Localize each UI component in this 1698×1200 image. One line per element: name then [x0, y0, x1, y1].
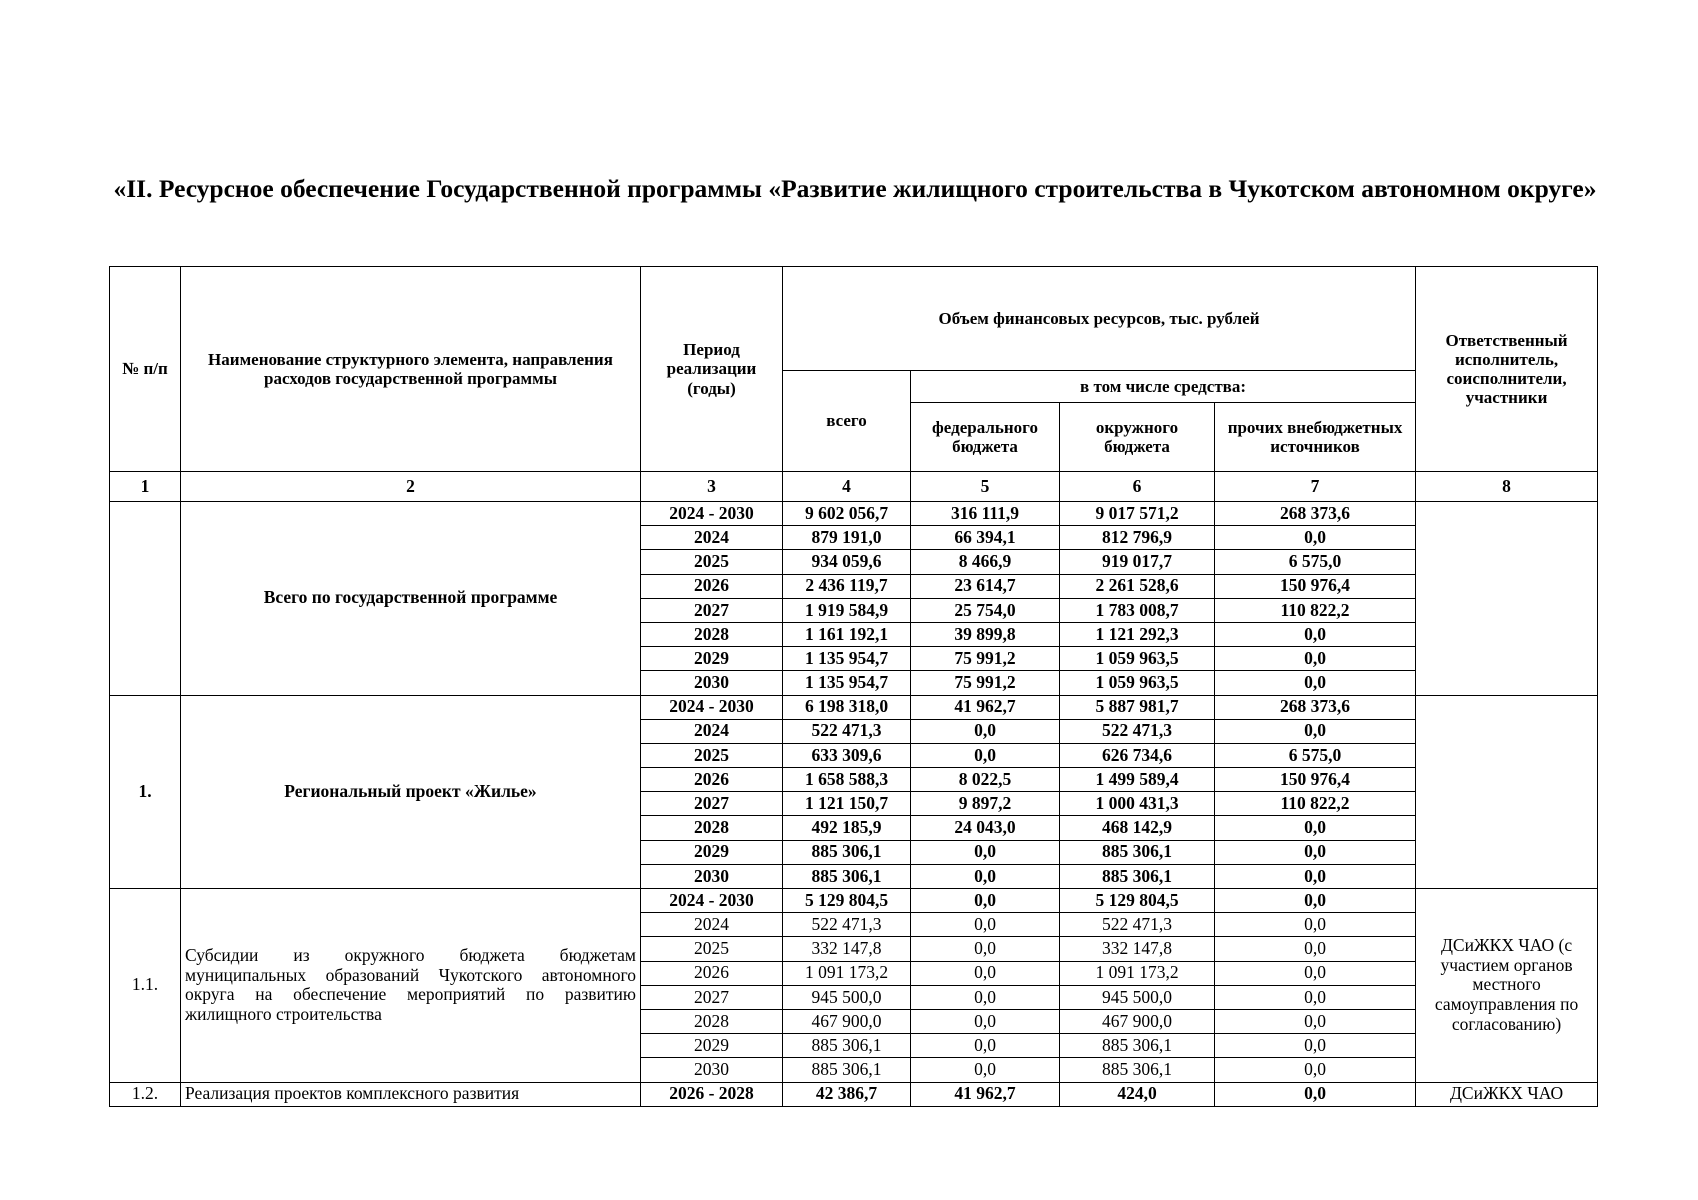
period-cell: 2024: [641, 719, 783, 743]
header-including: в том числе средства:: [911, 371, 1416, 403]
federal-cell: 0,0: [911, 743, 1060, 767]
header-volume: Объем финансовых ресурсов, тыс. рублей: [783, 267, 1416, 371]
total-cell: 9 602 056,7: [783, 502, 911, 526]
other-cell: 0,0: [1215, 1034, 1416, 1058]
federal-cell: 0,0: [911, 719, 1060, 743]
district-cell: 945 500,0: [1060, 985, 1215, 1009]
period-cell: 2024 - 2030: [641, 502, 783, 526]
period-cell: 2024: [641, 913, 783, 937]
other-cell: 110 822,2: [1215, 598, 1416, 622]
period-cell: 2028: [641, 622, 783, 646]
federal-cell: 66 394,1: [911, 526, 1060, 550]
period-cell: 2028: [641, 816, 783, 840]
district-cell: 885 306,1: [1060, 1058, 1215, 1082]
resource-table-body: [110, 502, 1598, 1107]
federal-cell: 0,0: [911, 1009, 1060, 1033]
total-cell: 1 135 954,7: [783, 671, 911, 695]
district-cell: 812 796,9: [1060, 526, 1215, 550]
district-cell: 332 147,8: [1060, 937, 1215, 961]
federal-cell: 9 897,2: [911, 792, 1060, 816]
other-cell: 110 822,2: [1215, 792, 1416, 816]
other-cell: 0,0: [1215, 816, 1416, 840]
federal-cell: 25 754,0: [911, 598, 1060, 622]
table-row: [110, 695, 1598, 719]
period-cell: 2024 - 2030: [641, 695, 783, 719]
total-cell: 1 161 192,1: [783, 622, 911, 646]
other-cell: 0,0: [1215, 647, 1416, 671]
period-cell: 2026: [641, 768, 783, 792]
total-cell: 1 121 150,7: [783, 792, 911, 816]
federal-cell: 23 614,7: [911, 574, 1060, 598]
row-name: Реализация проектов комплексного развития: [181, 1082, 641, 1106]
other-cell: 0,0: [1215, 961, 1416, 985]
other-cell: 0,0: [1215, 1082, 1416, 1106]
district-cell: 1 783 008,7: [1060, 598, 1215, 622]
federal-cell: 0,0: [911, 864, 1060, 888]
total-cell: 1 919 584,9: [783, 598, 911, 622]
federal-cell: 316 111,9: [911, 502, 1060, 526]
total-cell: 879 191,0: [783, 526, 911, 550]
other-cell: 0,0: [1215, 719, 1416, 743]
total-cell: 885 306,1: [783, 840, 911, 864]
period-cell: 2024 - 2030: [641, 889, 783, 913]
executor-cell: [1416, 502, 1598, 696]
table-row: [110, 502, 1598, 526]
federal-cell: 75 991,2: [911, 647, 1060, 671]
table-row: [110, 889, 1598, 913]
total-cell: 633 309,6: [783, 743, 911, 767]
period-cell: 2030: [641, 671, 783, 695]
other-cell: 0,0: [1215, 671, 1416, 695]
period-cell: 2030: [641, 1058, 783, 1082]
district-cell: 885 306,1: [1060, 840, 1215, 864]
federal-cell: 8 466,9: [911, 550, 1060, 574]
other-cell: 0,0: [1215, 985, 1416, 1009]
total-cell: 885 306,1: [783, 1058, 911, 1082]
column-number-row: [110, 472, 1598, 502]
other-cell: 0,0: [1215, 889, 1416, 913]
federal-cell: 39 899,8: [911, 622, 1060, 646]
total-cell: 332 147,8: [783, 937, 911, 961]
period-cell: 2025: [641, 743, 783, 767]
other-cell: 150 976,4: [1215, 574, 1416, 598]
district-cell: 919 017,7: [1060, 550, 1215, 574]
period-cell: 2029: [641, 840, 783, 864]
federal-cell: 0,0: [911, 1058, 1060, 1082]
district-cell: 2 261 528,6: [1060, 574, 1215, 598]
district-cell: 1 121 292,3: [1060, 622, 1215, 646]
header-period: Период реализации (годы): [641, 267, 783, 472]
district-cell: 1 499 589,4: [1060, 768, 1215, 792]
district-cell: 1 059 963,5: [1060, 647, 1215, 671]
federal-cell: 24 043,0: [911, 816, 1060, 840]
federal-cell: 0,0: [911, 937, 1060, 961]
column-number: 5: [911, 472, 1060, 502]
other-cell: 150 976,4: [1215, 768, 1416, 792]
period-cell: 2027: [641, 598, 783, 622]
period-cell: 2025: [641, 550, 783, 574]
district-cell: 522 471,3: [1060, 719, 1215, 743]
period-cell: 2025: [641, 937, 783, 961]
total-cell: 5 129 804,5: [783, 889, 911, 913]
row-name: Субсидии из окружного бюджета бюджетам муниципальных образований Чукотского автономного округа на обеспечение мероприятий по развитию жилищного строительства: [181, 889, 641, 1083]
period-cell: 2030: [641, 864, 783, 888]
federal-cell: 0,0: [911, 985, 1060, 1009]
district-cell: 626 734,6: [1060, 743, 1215, 767]
federal-cell: 0,0: [911, 1034, 1060, 1058]
other-cell: 0,0: [1215, 1009, 1416, 1033]
column-number: 4: [783, 472, 911, 502]
federal-cell: 0,0: [911, 840, 1060, 864]
other-cell: 268 373,6: [1215, 695, 1416, 719]
period-cell: 2028: [641, 1009, 783, 1033]
header-name: Наименование структурного элемента, направления расходов государственной программы: [181, 267, 641, 472]
federal-cell: 8 022,5: [911, 768, 1060, 792]
district-cell: 885 306,1: [1060, 864, 1215, 888]
other-cell: 0,0: [1215, 864, 1416, 888]
period-cell: 2027: [641, 792, 783, 816]
period-cell: 2026: [641, 961, 783, 985]
column-number: 6: [1060, 472, 1215, 502]
total-cell: 934 059,6: [783, 550, 911, 574]
period-cell: 2026: [641, 574, 783, 598]
district-cell: 885 306,1: [1060, 1034, 1215, 1058]
district-cell: 9 017 571,2: [1060, 502, 1215, 526]
federal-cell: 0,0: [911, 913, 1060, 937]
total-cell: 522 471,3: [783, 719, 911, 743]
other-cell: 0,0: [1215, 840, 1416, 864]
district-cell: 5 887 981,7: [1060, 695, 1215, 719]
other-cell: 0,0: [1215, 526, 1416, 550]
district-cell: 424,0: [1060, 1082, 1215, 1106]
total-cell: 945 500,0: [783, 985, 911, 1009]
column-number: 3: [641, 472, 783, 502]
executor-cell: ДСиЖКХ ЧАО (с участием органов местного самоуправления по согласованию): [1416, 889, 1598, 1083]
total-cell: 522 471,3: [783, 913, 911, 937]
other-cell: 0,0: [1215, 622, 1416, 646]
column-number: 1: [110, 472, 181, 502]
district-cell: 1 059 963,5: [1060, 671, 1215, 695]
federal-cell: 0,0: [911, 961, 1060, 985]
executor-cell: [1416, 695, 1598, 889]
header-total: всего: [783, 371, 911, 472]
row-name: Региональный проект «Жилье»: [181, 695, 641, 889]
other-cell: 6 575,0: [1215, 743, 1416, 767]
document-title: «II. Ресурсное обеспечение Государственной программы «Развитие жилищного строительства в Чукотском автономном округе»: [113, 174, 1597, 203]
district-cell: 5 129 804,5: [1060, 889, 1215, 913]
total-cell: 2 436 119,7: [783, 574, 911, 598]
other-cell: 268 373,6: [1215, 502, 1416, 526]
period-cell: 2024: [641, 526, 783, 550]
column-number: 8: [1416, 472, 1598, 502]
header-federal: федерального бюджета: [911, 403, 1060, 472]
period-cell: 2029: [641, 647, 783, 671]
total-cell: 467 900,0: [783, 1009, 911, 1033]
federal-cell: 41 962,7: [911, 695, 1060, 719]
district-cell: 1 091 173,2: [1060, 961, 1215, 985]
header-district: окружного бюджета: [1060, 403, 1215, 472]
row-number: 1.1.: [110, 889, 181, 1083]
row-name: Всего по государственной программе: [181, 502, 641, 696]
header-other: прочих внебюджетных источников: [1215, 403, 1416, 472]
other-cell: 0,0: [1215, 913, 1416, 937]
district-cell: 1 000 431,3: [1060, 792, 1215, 816]
header-executor: Ответственный исполнитель, соисполнители, участники: [1416, 267, 1598, 472]
period-cell: 2029: [641, 1034, 783, 1058]
resource-table: [109, 266, 1598, 1107]
district-cell: 522 471,3: [1060, 913, 1215, 937]
federal-cell: 41 962,7: [911, 1082, 1060, 1106]
total-cell: 1 658 588,3: [783, 768, 911, 792]
period-cell: 2026 - 2028: [641, 1082, 783, 1106]
period-cell: 2027: [641, 985, 783, 1009]
column-number: 7: [1215, 472, 1416, 502]
federal-cell: 0,0: [911, 889, 1060, 913]
district-cell: 467 900,0: [1060, 1009, 1215, 1033]
total-cell: 885 306,1: [783, 864, 911, 888]
row-number: 1.: [110, 695, 181, 889]
table-row: [110, 1082, 1598, 1106]
district-cell: 468 142,9: [1060, 816, 1215, 840]
total-cell: 1 135 954,7: [783, 647, 911, 671]
other-cell: 0,0: [1215, 1058, 1416, 1082]
row-number: [110, 502, 181, 696]
total-cell: 492 185,9: [783, 816, 911, 840]
other-cell: 6 575,0: [1215, 550, 1416, 574]
executor-cell: ДСиЖКХ ЧАО: [1416, 1082, 1598, 1106]
column-number: 2: [181, 472, 641, 502]
row-number: 1.2.: [110, 1082, 181, 1106]
other-cell: 0,0: [1215, 937, 1416, 961]
total-cell: 6 198 318,0: [783, 695, 911, 719]
total-cell: 885 306,1: [783, 1034, 911, 1058]
federal-cell: 75 991,2: [911, 671, 1060, 695]
total-cell: 42 386,7: [783, 1082, 911, 1106]
total-cell: 1 091 173,2: [783, 961, 911, 985]
header-num: № п/п: [110, 267, 181, 472]
